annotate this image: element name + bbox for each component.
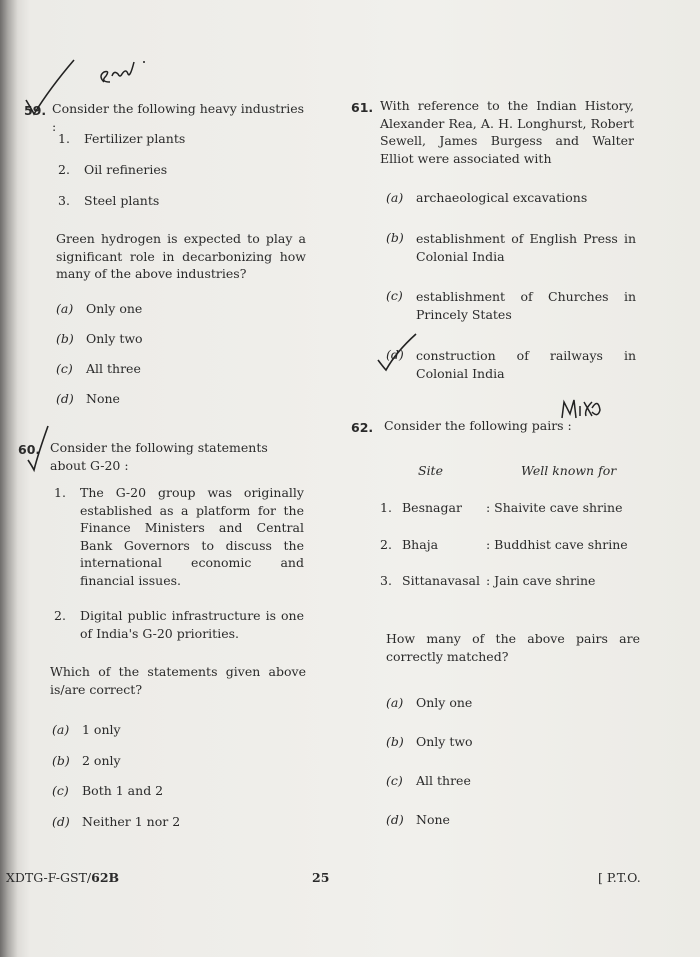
q59-item: 1. Fertilizer plants bbox=[58, 131, 186, 146]
q59-item: 3. Steel plants bbox=[58, 193, 160, 208]
q59-option-c[interactable]: (c) All three bbox=[56, 361, 141, 376]
q60-option-c[interactable]: (c) Both 1 and 2 bbox=[52, 783, 164, 798]
q62-option-c[interactable]: (c) All three bbox=[386, 773, 471, 788]
pair-row: 3. Sittanavasal : Jain cave shrine bbox=[380, 573, 596, 588]
question-59-stem: Consider the following heavy industries : bbox=[52, 101, 305, 134]
pto-label: [ P.T.O. bbox=[598, 870, 641, 885]
q59-option-a[interactable]: (a) Only one bbox=[56, 301, 143, 316]
q59-option-d[interactable]: (d) None bbox=[56, 391, 120, 406]
question-59-number: 59. bbox=[24, 103, 47, 118]
handwritten-checkmark-icon bbox=[24, 424, 64, 474]
page-number: 25 bbox=[312, 870, 330, 885]
question-62-stem: Consider the following pairs : bbox=[384, 418, 572, 433]
table-header-known-for: Well known for bbox=[521, 463, 617, 478]
question-61-stem: With reference to the Indian History, Alexander Rea, A. H. Longhurst, Robert Sewell, James Burgess and Walter Elliot were associated with bbox=[380, 98, 634, 166]
q60-option-d[interactable]: (d) Neither 1 nor 2 bbox=[52, 814, 181, 829]
handwritten-annotation-mix-icon bbox=[558, 394, 604, 424]
q60-item: 1. The G-20 group was originally established as a platform for the Finance Ministers and Central Bank Governors to discuss the international economic and financial issues. bbox=[54, 485, 304, 588]
q61-option-c[interactable]: (c) establishment of Churches in Princely States bbox=[386, 288, 636, 322]
question-60-number: 60. bbox=[18, 442, 41, 457]
q62-option-d[interactable]: (d) None bbox=[386, 812, 450, 827]
handwritten-checkmark-icon bbox=[376, 330, 422, 376]
table-header-site: Site bbox=[418, 463, 443, 478]
paper-code: XDTG-F-GST/62B bbox=[6, 870, 120, 885]
question-60-text: Which of the statements given above is/are correct? bbox=[50, 664, 306, 697]
question-62-text: How many of the above pairs are correctly matched? bbox=[386, 631, 640, 664]
question-62-number: 62. bbox=[351, 420, 374, 435]
handwritten-checkmark-icon bbox=[20, 48, 160, 118]
q59-option-b[interactable]: (b) Only two bbox=[56, 331, 143, 346]
pair-row: 1. Besnagar : Shaivite cave shrine bbox=[380, 500, 623, 515]
q59-item: 2. Oil refineries bbox=[58, 162, 168, 177]
q62-option-a[interactable]: (a) Only one bbox=[386, 695, 473, 710]
q60-item: 2. Digital public infrastructure is one of India's G-20 priorities. bbox=[54, 608, 304, 641]
question-59-text: Green hydrogen is expected to play a significant role in decarbonizing how many of the above industries? bbox=[56, 231, 306, 281]
question-61-number: 61. bbox=[351, 100, 374, 115]
q60-option-a[interactable]: (a) 1 only bbox=[52, 722, 121, 737]
q62-option-b[interactable]: (b) Only two bbox=[386, 734, 473, 749]
q61-option-d[interactable]: (d) construction of railways in Colonial India bbox=[386, 347, 636, 381]
q61-option-b[interactable]: (b) establishment of English Press in Colonial India bbox=[386, 230, 636, 264]
question-60-stem: Consider the following statements about G-20 : bbox=[50, 440, 268, 473]
q61-option-a[interactable]: (a) archaeological excavations bbox=[386, 190, 588, 205]
pair-row: 2. Bhaja : Buddhist cave shrine bbox=[380, 537, 628, 552]
q60-option-b[interactable]: (b) 2 only bbox=[52, 753, 121, 768]
